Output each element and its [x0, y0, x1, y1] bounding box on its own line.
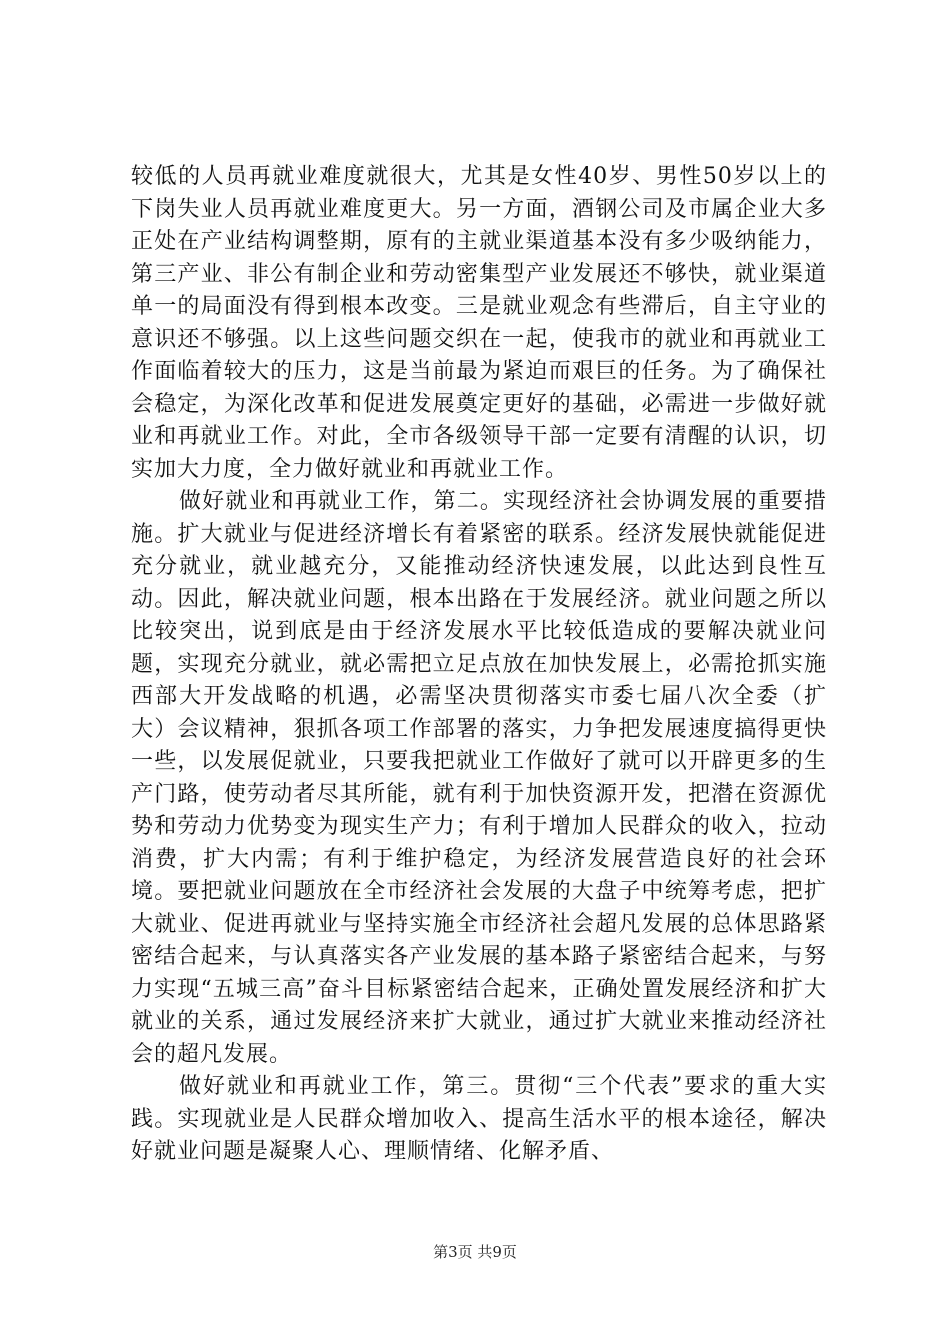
- body-text: [131, 161, 827, 1169]
- paragraph-3: 做好就业和再就业工作，第三。贯彻“三个代表”要求的重大实践。实现就业是人民群众增加收入、提高生活水平的根本途径，解决好就业问题是凝聚人心、理顺情绪、化解矛盾、: [131, 1074, 827, 1164]
- paragraph-1: 较低的人员再就业难度就很大，尤其是女性40岁、男性50岁以上的下岗失业人员再就业难度更大。另一方面，酒钢公司及市属企业大多正处在产业结构调整期，原有的主就业渠道基本没有多少吸纳能力，第三产业、非公有制企业和劳动密集型产业发展还不够快，就业渠道单一的局面没有得到根本改变。三是就业观念有些滞后，自主守业的意识还不够强。以上这些问题交织在一起，使我市的就业和再就业工作面临着较大的压力，这是当前最为紧迫而艰巨的任务。为了确保社会稳定，为深化改革和促进发展奠定更好的基础，必需进一步做好就业和再就业工作。对此，全市各级领导干部一定要有清醒的认识，切实加大力度，全力做好就业和再就业工作。: [131, 164, 827, 482]
- page-number: 第3页 共9页: [433, 1243, 517, 1261]
- paragraph-2: 做好就业和再就业工作，第二。实现经济社会协调发展的重要措施。扩大就业与促进经济增长有着紧密的联系。经济发展快就能促进充分就业，就业越充分，又能推动经济快速发展，以此达到良性互动。因此，解决就业问题，根本出路在于发展经济。就业问题之所以比较突出，说到底是由于经济发展水平比较低造成的要解决就业问题，实现充分就业，就必需把立足点放在加快发展上，必需抢抓实施西部大开发战略的机遇，必需坚决贯彻落实市委七届八次全委（扩大）会议精神，狠抓各项工作部署的落实，力争把发展速度搞得更快一些，以发展促就业，只要我把就业工作做好了就可以开辟更多的生产门路，使劳动者尽其所能，就有利于加快资源开发，把潜在资源优势和劳动力优势变为现实生产力；有利于增加人民群众的收入，拉动消费，扩大内需；有利于维护稳定，为经济发展营造良好的社会环境。要把就业问题放在全市经济社会发展的大盘子中统筹考虑，把扩大就业、促进再就业与坚持实施全市经济社会超凡发展的总体思路紧密结合起来，与认真落实各产业发展的基本路子紧密结合起来，与努力实现“五城三高”奋斗目标紧密结合起来，正确处置发展经济和扩大就业的关系，通过发展经济来扩大就业，通过扩大就业来推动经济社会的超凡发展。: [131, 489, 827, 1067]
- page-footer: [0, 1241, 950, 1262]
